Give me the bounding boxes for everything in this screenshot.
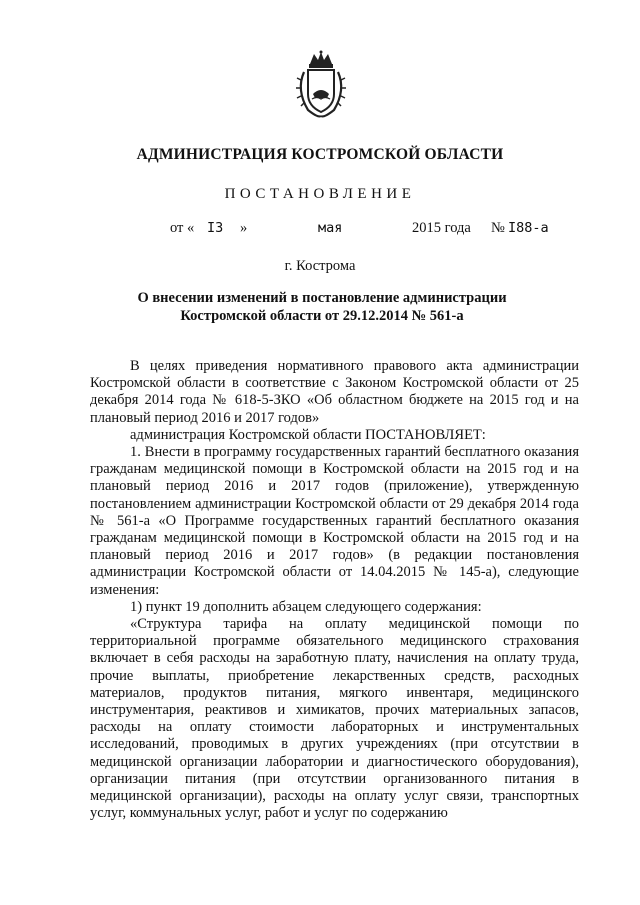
subject-line-2: Костромской области от 29.12.2014 № 561-а: [180, 308, 464, 324]
number-label: №: [491, 220, 505, 236]
body-paragraph-5: «Структура тарифа на оплату медицинской помощи по территориальной программе обязательного медицинского страхования включает в себя расходы на заработную плату, начисления на оплату труда, прочие выплаты, приобретение лекарственных средств, расходных материалов, продуктов питания, мягкого инвентаря, медицинского инструментария, реактивов и химикатов, прочих материальных запасов, расходы на оплату стоимости лабораторных и инструментальных исследований, проводимых в других учреждениях (при отсутствии в медицинской организации лаборатории и диагностического оборудования), организации питания (при отсутствии организованного питания в медицинской организации), расходы на оплату услуг связи, транспортных услуг, коммунальных услуг, работ и услуг по содержанию: [90, 616, 579, 822]
body-paragraph-4: 1) пункт 19 дополнить абзацем следующего содержания:: [130, 598, 482, 615]
body-paragraph-3: 1. Внести в программу государственных гарантий бесплатного оказания гражданам медицинской помощи в Костромской области на 2015 год и на плановый период 2016 и 2017 годов (приложение), утвержденную постановлением администрации Костромской области от 29 декабря 2014 года № 561-а «О Программе государственных гарантий бесплатного оказания гражданам медицинской помощи в Костромской области на 2015 год и на плановый период 2016 и 2017 годов» (в редакции постановления администрации Костромской области от 14.04.2015 № 145-а), следующие изменения:: [90, 444, 579, 598]
coat-of-arms-icon: [292, 50, 350, 120]
subject-line-1: О внесении изменений в постановление администрации: [137, 290, 507, 306]
document-subject: [130, 289, 514, 325]
document-type: ПОСТАНОВЛЕНИЕ: [224, 186, 416, 202]
body-paragraph-2: администрация Костромской области ПОСТАНОВЛЯЕТ:: [130, 426, 486, 443]
date-prefix: от «: [170, 220, 195, 236]
date-close-quote: »: [240, 220, 248, 236]
organization-name: АДМИНИСТРАЦИЯ КОСТРОМСКОЙ ОБЛАСТИ: [136, 146, 504, 163]
city: г. Кострома: [284, 258, 356, 274]
date-line: [0, 220, 640, 240]
date-month: мая: [318, 220, 343, 236]
document-number: I88-а: [508, 220, 549, 236]
date-year: 2015 года: [412, 220, 471, 236]
document-body: [90, 358, 579, 822]
body-paragraph-1: В целях приведения нормативного правового акта администрации Костромской области в соответствие с Законом Костромской области от 25 декабря 2014 года № 618-5-ЗКО «Об областном бюджете на 2015 год и на плановый период 2016 и 2017 годов»: [90, 358, 579, 426]
date-day: I3: [207, 220, 224, 236]
